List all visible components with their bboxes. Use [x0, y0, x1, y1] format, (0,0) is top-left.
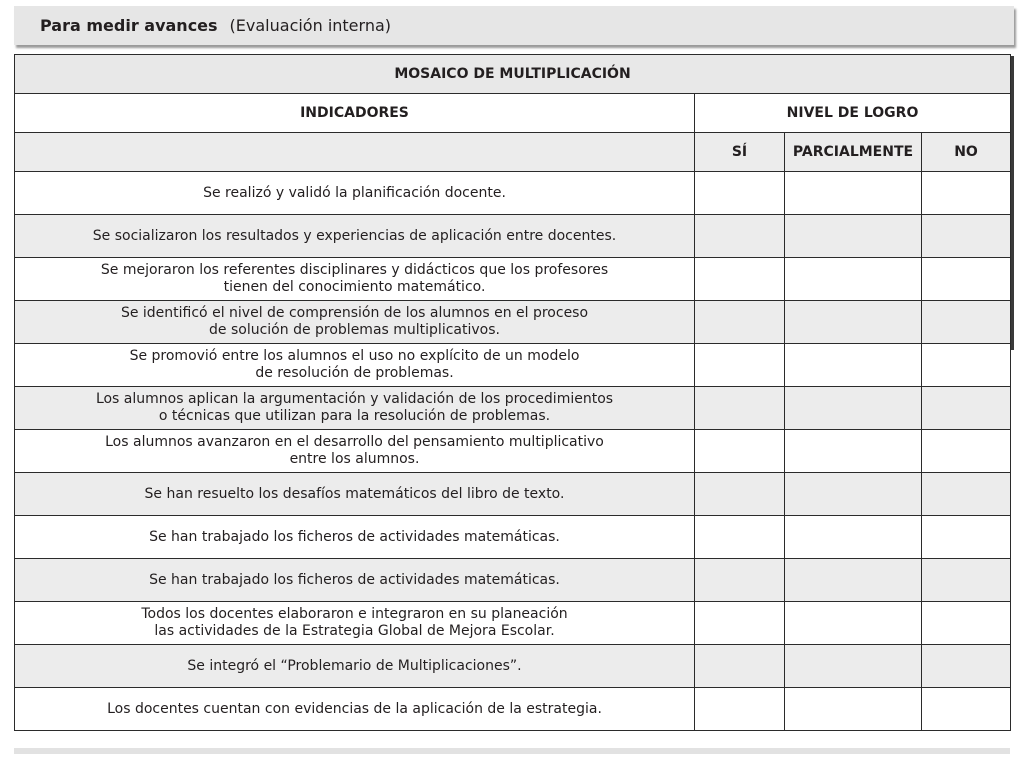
no-cell[interactable]: [922, 215, 1011, 258]
table-row: [15, 301, 1011, 344]
section-header: [14, 6, 1014, 45]
partial-cell[interactable]: [785, 344, 922, 387]
indicator-line: Los docentes cuentan con evidencias de la aplicación de la estrategia.: [107, 700, 602, 717]
table-row: [15, 430, 1011, 473]
partial-cell[interactable]: [785, 215, 922, 258]
yes-cell[interactable]: [695, 473, 785, 516]
table-row: [15, 473, 1011, 516]
yes-cell[interactable]: [695, 215, 785, 258]
no-cell[interactable]: [922, 172, 1011, 215]
level-partial-header: PARCIALMENTE: [785, 133, 922, 172]
yes-cell[interactable]: [695, 516, 785, 559]
partial-cell[interactable]: [785, 645, 922, 688]
partial-cell[interactable]: [785, 387, 922, 430]
level-yes-header: SÍ: [695, 133, 785, 172]
indicator-text: [15, 430, 695, 473]
indicator-line: tienen del conocimiento matemático.: [223, 279, 486, 295]
partial-cell[interactable]: [785, 473, 922, 516]
table-title-row: [15, 55, 1011, 94]
no-cell[interactable]: [922, 602, 1011, 645]
partial-cell[interactable]: [785, 258, 922, 301]
indicator-text: [15, 602, 695, 645]
indicator-text: [15, 344, 695, 387]
indicator-line: de resolución de problemas.: [255, 365, 454, 381]
no-cell[interactable]: [922, 344, 1011, 387]
partial-cell[interactable]: [785, 559, 922, 602]
no-cell[interactable]: [922, 258, 1011, 301]
yes-cell[interactable]: [695, 387, 785, 430]
indicator-line: Se identificó el nivel de comprensión de los alumnos en el proceso: [120, 305, 589, 321]
yes-cell[interactable]: [695, 645, 785, 688]
indicators-subheader-blank: [15, 133, 695, 172]
indicator-text: [15, 516, 695, 559]
table-row: [15, 516, 1011, 559]
indicator-line: Todos los docentes elaboraron e integraron en su planeación: [141, 606, 568, 622]
indicator-text: [15, 172, 695, 215]
indicator-line: Se promovió entre los alumnos el uso no explícito de un modelo: [129, 348, 580, 364]
table-row: [15, 258, 1011, 301]
yes-cell[interactable]: [695, 430, 785, 473]
indicator-text: [15, 387, 695, 430]
table-row: [15, 215, 1011, 258]
indicator-text: [15, 473, 695, 516]
yes-cell[interactable]: [695, 559, 785, 602]
indicator-text: [15, 688, 695, 731]
yes-cell[interactable]: [695, 258, 785, 301]
partial-cell[interactable]: [785, 688, 922, 731]
yes-cell[interactable]: [695, 172, 785, 215]
indicators-header: INDICADORES: [15, 94, 695, 133]
no-cell[interactable]: [922, 430, 1011, 473]
evaluation-table: [14, 54, 1011, 731]
indicator-line: Se han trabajado los ficheros de actividades matemáticas.: [149, 571, 560, 588]
indicator-line: las actividades de la Estrategia Global de Mejora Escolar.: [154, 623, 555, 639]
yes-cell[interactable]: [695, 344, 785, 387]
indicator-line: Se integró el “Problemario de Multiplicaciones”.: [187, 657, 522, 674]
indicator-line: Los alumnos aplican la argumentación y validación de los procedimientos: [95, 391, 614, 407]
partial-cell[interactable]: [785, 172, 922, 215]
indicator-line: o técnicas que utilizan para la resolución de problemas.: [158, 408, 551, 424]
indicator-text: [15, 301, 695, 344]
partial-cell[interactable]: [785, 301, 922, 344]
no-cell[interactable]: [922, 559, 1011, 602]
no-cell[interactable]: [922, 301, 1011, 344]
yes-cell[interactable]: [695, 301, 785, 344]
partial-cell[interactable]: [785, 602, 922, 645]
table-title: MOSAICO DE MULTIPLICACIÓN: [15, 55, 1011, 94]
indicator-line: Se realizó y validó la planificación docente.: [203, 184, 506, 201]
no-cell[interactable]: [922, 387, 1011, 430]
table-header-row: [15, 94, 1011, 133]
no-cell[interactable]: [922, 473, 1011, 516]
indicator-line: Se mejoraron los referentes disciplinares y didácticos que los profesores: [100, 262, 609, 278]
no-cell[interactable]: [922, 516, 1011, 559]
table-row: [15, 688, 1011, 731]
table-row: [15, 602, 1011, 645]
table-row: [15, 344, 1011, 387]
section-subtitle: (Evaluación interna): [229, 16, 392, 35]
yes-cell[interactable]: [695, 688, 785, 731]
indicator-line: de solución de problemas multiplicativos.: [209, 322, 500, 338]
indicator-text: [15, 645, 695, 688]
partial-cell[interactable]: [785, 430, 922, 473]
yes-cell[interactable]: [695, 602, 785, 645]
table-row: [15, 645, 1011, 688]
table-row: [15, 387, 1011, 430]
indicator-text: [15, 559, 695, 602]
table-shadow-bottom: [14, 748, 1010, 754]
indicator-line: Se han trabajado los ficheros de actividades matemáticas.: [149, 528, 560, 545]
no-cell[interactable]: [922, 645, 1011, 688]
no-cell[interactable]: [922, 688, 1011, 731]
indicator-rows: [15, 172, 1011, 731]
indicator-line: Los alumnos avanzaron en el desarrollo del pensamiento multiplicativo: [105, 434, 604, 450]
indicator-line: Se socializaron los resultados y experiencias de aplicación entre docentes.: [92, 227, 617, 244]
level-no-header: NO: [922, 133, 1011, 172]
achievement-level-header: NIVEL DE LOGRO: [695, 94, 1011, 133]
indicator-line: entre los alumnos.: [289, 451, 420, 467]
section-title: Para medir avances: [40, 16, 218, 35]
level-subheader-row: [15, 133, 1011, 172]
indicator-line: Se han resuelto los desafíos matemáticos del libro de texto.: [144, 485, 565, 502]
indicator-text: [15, 215, 695, 258]
partial-cell[interactable]: [785, 516, 922, 559]
indicator-text: [15, 258, 695, 301]
table-row: [15, 172, 1011, 215]
table-row: [15, 559, 1011, 602]
